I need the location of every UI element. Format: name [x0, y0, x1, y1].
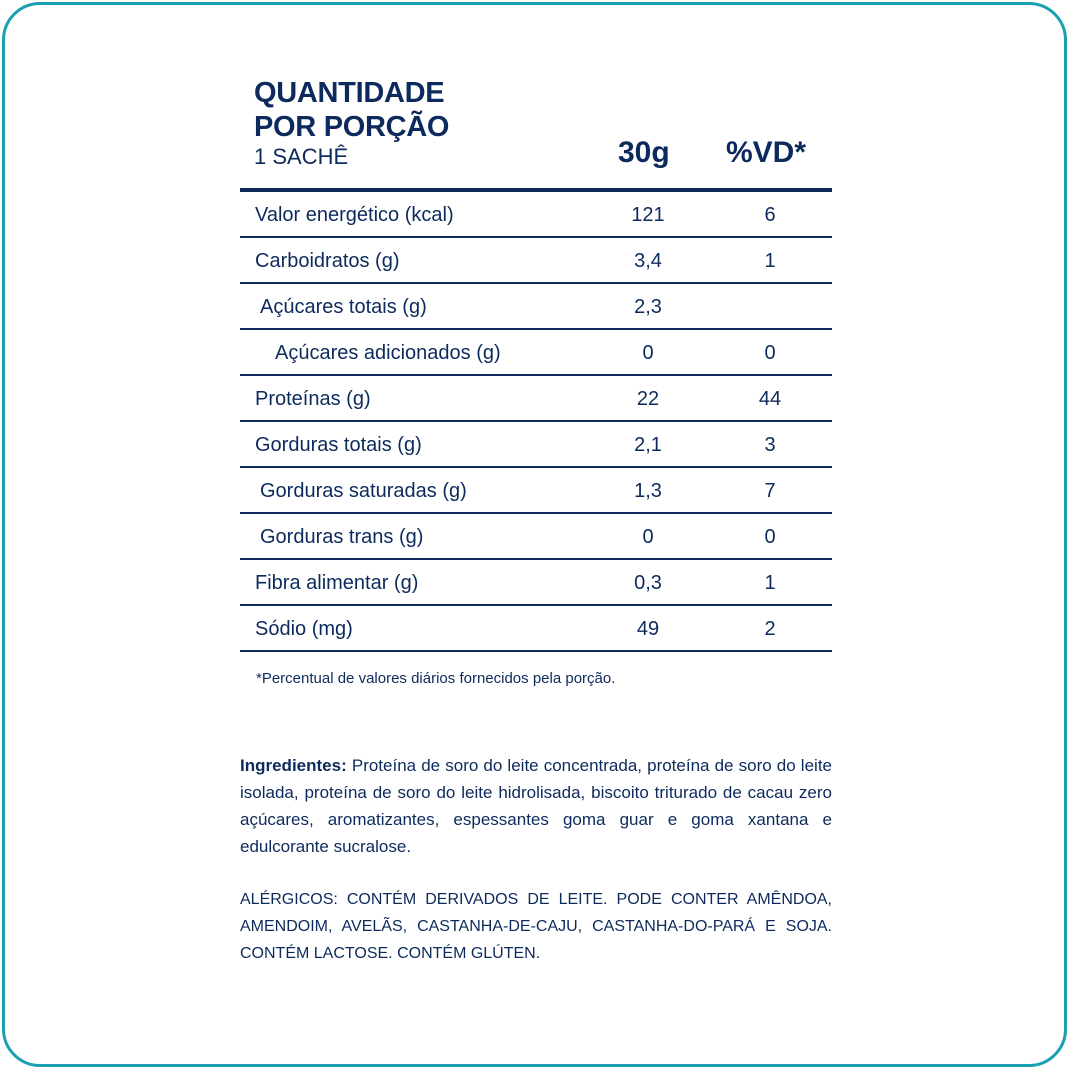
row-amount: 0,3 [634, 572, 662, 594]
ingredients-text [240, 752, 832, 860]
table-row [240, 422, 832, 468]
table-row [240, 560, 832, 606]
row-label: Fibra alimentar (g) [255, 572, 419, 594]
table-header [240, 74, 832, 188]
table-row [240, 376, 832, 422]
table-row [240, 238, 832, 284]
row-vd: 1 [764, 572, 776, 594]
ingredients-list: Proteína de soro do leite concentrada, proteína de soro do leite isolada, proteína de soro do leite hidrolisada, biscoito triturado de cacau zero açúcares, aromatizantes, espessantes goma guar e goma xantana e edulcorante sucralose. [240, 756, 832, 856]
table-row [240, 284, 832, 330]
row-label: Carboidratos (g) [255, 250, 400, 272]
row-amount: 0 [642, 342, 654, 364]
table-row [240, 330, 832, 376]
row-amount: 22 [636, 388, 660, 410]
serving-size: 1 SACHÊ [254, 144, 349, 169]
row-label: Gorduras saturadas (g) [260, 480, 467, 502]
row-label: Açúcares adicionados (g) [275, 342, 501, 364]
row-label: Gorduras trans (g) [260, 526, 424, 548]
row-amount: 1,3 [634, 480, 662, 502]
nutrition-table [240, 74, 832, 652]
vd-column-header: %VD* [726, 136, 807, 169]
footnote: *Percentual de valores diários fornecidos pela porção. [256, 670, 616, 687]
title-line-2: POR PORÇÃO [254, 111, 450, 143]
table-title [254, 76, 449, 144]
row-amount: 121 [631, 204, 665, 226]
row-label: Gorduras totais (g) [255, 434, 422, 456]
table-row [240, 468, 832, 514]
row-vd: 2 [764, 618, 776, 640]
row-label: Valor energético (kcal) [255, 204, 454, 226]
table-row [240, 606, 832, 652]
row-vd: 1 [764, 250, 776, 272]
ingredients-label: Ingredientes: [240, 756, 347, 775]
row-vd: 0 [764, 342, 776, 364]
row-label: Açúcares totais (g) [260, 296, 427, 318]
row-amount: 3,4 [634, 250, 662, 272]
row-vd: 7 [764, 480, 776, 502]
row-amount: 2,1 [634, 434, 662, 456]
row-label: Proteínas (g) [255, 388, 371, 410]
row-amount: 2,3 [634, 296, 662, 318]
title-line-1: QUANTIDADE [254, 77, 445, 109]
row-vd: 44 [758, 388, 782, 410]
table-row [240, 192, 832, 238]
row-vd: 6 [764, 204, 776, 226]
row-vd: 0 [764, 526, 776, 548]
row-amount: 49 [636, 618, 660, 640]
amount-column-header: 30g [618, 136, 670, 169]
allergens-text: ALÉRGICOS: CONTÉM DERIVADOS DE LEITE. PODE CONTER AMÊNDOA, AMENDOIM, AVELÃS, CASTANHA-DE-CAJU, CASTANHA-DO-PARÁ E SOJA. CONTÉM LACTOSE. CONTÉM GLÚTEN. [240, 891, 832, 962]
table-row [240, 514, 832, 560]
row-label: Sódio (mg) [255, 618, 353, 640]
row-amount: 0 [642, 526, 654, 548]
row-vd: 3 [764, 434, 776, 456]
